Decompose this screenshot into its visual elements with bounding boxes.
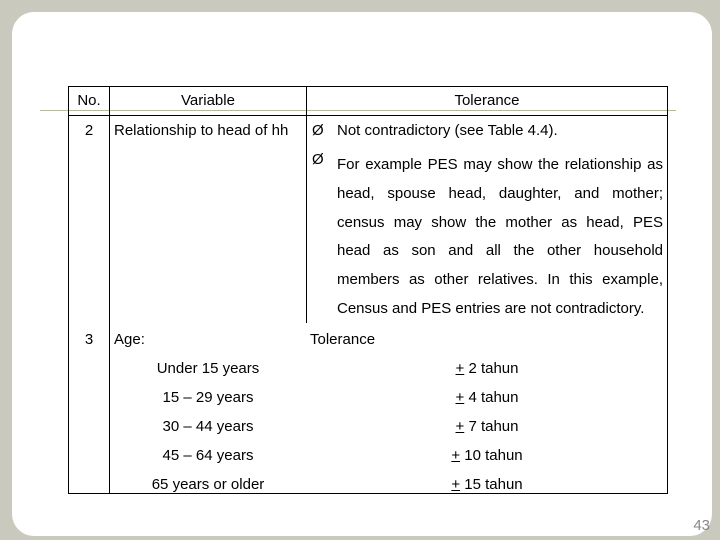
age-tolerance-value: + 4 tahun (455, 389, 519, 406)
header-no: No. (77, 92, 101, 109)
bullet-arrow-icon: Ø (312, 151, 324, 168)
bullet-arrow-icon: Ø (312, 122, 324, 139)
age-group-label: 30 – 44 years (162, 418, 254, 435)
age-tolerance-value: + 2 tahun (455, 360, 519, 377)
row-3-tolerance-label: Tolerance (310, 331, 376, 348)
page-number: 43 (693, 517, 710, 534)
column-divider-variable (306, 87, 307, 323)
age-tolerance-value: + 7 tahun (455, 418, 519, 435)
age-group-label: Under 15 years (156, 360, 260, 377)
row-3-no: 3 (84, 331, 94, 348)
row-2-bullet-2: For example PES may show the relationship as head, spouse head, daughter, and mother; census may show the mother as head, PES head as son and all the other household members as other relatives. In this example, Census and PES entries are not contradictory. (337, 156, 663, 317)
row-2-no: 2 (84, 122, 94, 139)
header-tolerance: Tolerance (454, 92, 520, 109)
age-tolerance-value: + 10 tahun (451, 447, 523, 464)
age-group-label: 65 years or older (151, 476, 265, 493)
age-group-label: 45 – 64 years (162, 447, 254, 464)
age-group-label: 15 – 29 years (162, 389, 254, 406)
age-tolerance-value: + 15 tahun (451, 476, 523, 493)
row-3-variable: Age: (114, 331, 145, 348)
row-2-bullet-1: Not contradictory (see Table 4.4). (337, 122, 558, 139)
row-2-variable: Relationship to head of hh (114, 122, 289, 139)
header-variable: Variable (181, 92, 235, 109)
tolerance-table (68, 86, 668, 494)
